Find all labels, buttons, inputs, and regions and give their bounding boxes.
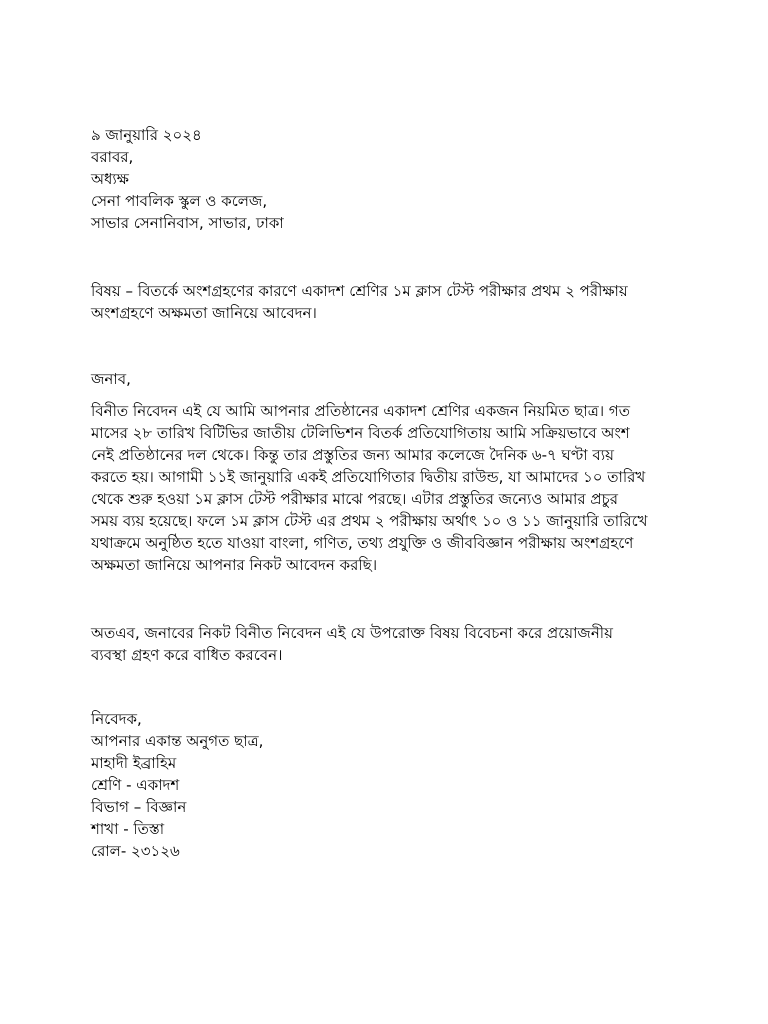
body-line-6: সময় ব্যয় হয়েছে। ফলে ১ম ক্লাস টেস্ট এর প্রথম ২ পরীক্ষায় অর্থাৎ ১০ ও ১১ জানুয়ারি তারিখে — [91, 512, 648, 530]
closing-line-1: অতএব, জনাবের নিকট বিনীত নিবেদন এই যে উপরোক্ত বিষয় বিবেচনা করে প্রয়োজনীয় — [91, 624, 613, 642]
subject-line-2: অংশগ্রহণে অক্ষমতা জানিয়ে আবেদন। — [91, 304, 317, 322]
salutation-text: জনাব, — [91, 370, 131, 388]
body-line-5: থেকে শুরু হওয়া ১ম ক্লাস টেস্ট পরীক্ষার মাঝে পরছে। এটার প্রস্তুতির জন্যেও আমার প্রচুর — [91, 490, 618, 508]
body-line-3: নেই প্রতিষ্ঠানের দল থেকে। কিন্তু তার প্রস্তুতির জন্য আমার কলেজে দৈনিক ৬-৭ ঘণ্টা ব্যয় — [91, 446, 614, 464]
letter-header — [91, 124, 691, 234]
letter-closing — [91, 622, 691, 666]
body-line-2: মাসের ২৮ তারিখ বিটিভির জাতীয় টেলিভিশন বিতর্ক প্রতিযোগিতায় আমি সক্রিয়ভাবে অংশ — [91, 424, 630, 442]
student-branch: শাখা - তিস্তা — [91, 820, 165, 838]
institution-name: সেনা পাবলিক স্কুল ও কলেজ, — [91, 192, 268, 210]
letter-subject — [91, 280, 691, 324]
body-line-4: করতে হয়। আগামী ১১ই জানুয়ারি একই প্রতিযোগিতার দ্বিতীয় রাউন্ড, যা আমাদের ১০ তারিখ — [91, 468, 646, 486]
recipient-title: অধ্যক্ষ — [91, 170, 129, 188]
letter-signature — [91, 708, 691, 862]
body-line-1: বিনীত নিবেদন এই যে আমি আপনার প্রতিষ্ঠানের একাদশ শ্রেণির একজন নিয়মিত ছাত্র। গত — [91, 402, 630, 420]
body-line-8: অক্ষমতা জানিয়ে আপনার নিকট আবেদন করছি। — [91, 556, 378, 574]
closing-line-2: ব্যবস্থা গ্রহণ করে বাধিত করবেন। — [91, 646, 283, 664]
signature-label: নিবেদক, — [91, 710, 142, 728]
letter-date: ৯ জানুয়ারি ২০২৪ — [91, 126, 202, 144]
student-roll: রোল- ২৩১২৬ — [91, 842, 180, 860]
student-group: বিভাগ – বিজ্ঞান — [91, 798, 187, 816]
signature-sign-off: আপনার একান্ত অনুগত ছাত্র, — [91, 732, 264, 750]
body-line-7: যথাক্রমে অনুষ্ঠিত হতে যাওয়া বাংলা, গণিত, তথ্য প্রযুক্তি ও জীববিজ্ঞান পরীক্ষায় অংশগ্রহণে — [91, 534, 634, 552]
letter-to: বরাবর, — [91, 148, 134, 166]
institution-address: সাভার সেনানিবাস, সাভার, ঢাকা — [91, 214, 284, 232]
student-class: শ্রেণি - একাদশ — [91, 776, 180, 794]
student-name: মাহাদী ইব্রাহিম — [91, 754, 177, 772]
letter-page — [91, 0, 691, 1024]
salutation — [91, 368, 691, 390]
subject-line-1: বিষয় – বিতর্কে অংশগ্রহণের কারণে একাদশ শ্রেণির ১ম ক্লাস টেস্ট পরীক্ষার প্রথম ২ পরীক্ষায় — [91, 282, 628, 300]
letter-body — [91, 400, 691, 576]
